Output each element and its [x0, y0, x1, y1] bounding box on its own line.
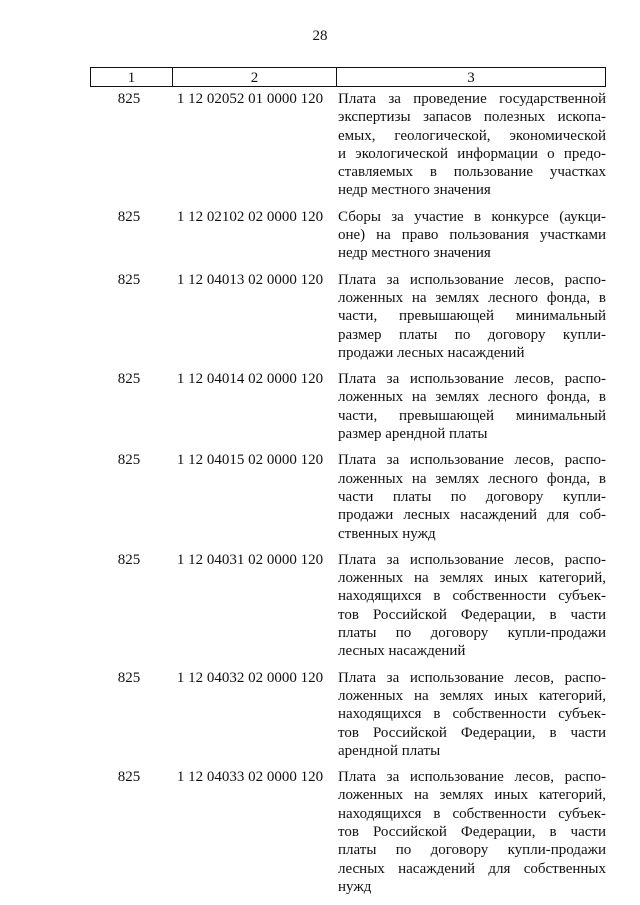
- description-line: находящихся в собственности субъек-: [338, 706, 606, 723]
- admin-code-cell: 825: [117, 91, 141, 107]
- description-line: тов Российской Федерации, в части: [338, 724, 606, 741]
- budget-code-cell: 1 12 04032 02 0000 120: [176, 669, 324, 686]
- description-line: ложенных на землях иных категорий,: [338, 687, 606, 704]
- description-line: оне) на право пользования участками: [338, 227, 606, 244]
- table-row: [90, 90, 606, 200]
- budget-code-cell: 1 12 04014 02 0000 120: [176, 371, 324, 388]
- admin-code-cell: 825: [117, 371, 141, 388]
- description-line: продажи лесных насаждений для соб-: [338, 507, 606, 524]
- budget-code-cell: 1 12 04015 02 0000 120: [176, 452, 324, 469]
- description-line: находящихся в собственности субъек-: [338, 588, 606, 605]
- description-line: продажи лесных насаждений: [338, 344, 525, 361]
- admin-code-cell: 825: [117, 769, 141, 786]
- description-line: нужд: [338, 878, 372, 895]
- description-line: Плата за использование лесов, распо-: [338, 271, 606, 288]
- description-line: ложенных на землях лесного фонда, в: [338, 289, 606, 306]
- budget-code-cell: 1 12 04013 02 0000 120: [176, 271, 324, 288]
- description-line: ложенных на землях лесного фонда, в: [338, 389, 606, 406]
- table-row: [90, 370, 606, 443]
- description-line: Плата за использование лесов, распо-: [338, 769, 606, 786]
- description-line: части, превышающей минимальный: [338, 407, 606, 424]
- description-line: Плата за использование лесов, распо-: [338, 669, 606, 686]
- description-line: и экологической информации о предо-: [338, 145, 606, 162]
- table-row: [90, 551, 606, 661]
- table-row: [90, 208, 606, 263]
- description-cell: [336, 551, 606, 661]
- budget-code-cell: 1 12 02052 01 0000 120: [176, 91, 324, 107]
- description-cell: [336, 271, 606, 362]
- description-cell: [336, 451, 606, 542]
- description-line: Плата за проведение государственной: [338, 91, 606, 107]
- description-line: лесных насаждений для собственных: [338, 860, 606, 877]
- header-col-1: 1: [91, 68, 173, 86]
- description-line: лесных насаждений: [338, 643, 466, 660]
- description-line: части платы по договору купли-: [338, 488, 606, 505]
- description-line: размер арендной платы: [338, 426, 488, 443]
- description-line: тов Российской Федерации, в части: [338, 606, 606, 623]
- budget-code-cell: 1 12 02102 02 0000 120: [176, 208, 324, 225]
- budget-code-cell: 1 12 04033 02 0000 120: [176, 769, 324, 786]
- table-row: [90, 669, 606, 760]
- description-line: ложенных на землях иных категорий,: [338, 787, 606, 804]
- description-cell: [336, 370, 606, 443]
- admin-code-cell: 825: [117, 208, 141, 225]
- description-cell: [336, 768, 606, 896]
- table-row: [90, 451, 606, 542]
- description-line: емых, геологической, экономической: [338, 127, 606, 144]
- admin-code-cell: 825: [117, 452, 141, 469]
- table-row: [90, 768, 606, 896]
- description-line: платы по договору купли-продажи: [338, 625, 606, 642]
- description-line: платы по договору купли-продажи: [338, 842, 606, 859]
- description-cell: [336, 90, 606, 200]
- description-line: размер платы по договору купли-: [338, 326, 606, 343]
- page-number: 28: [312, 28, 328, 44]
- description-line: ложенных на землях лесного фонда, в: [338, 470, 606, 487]
- description-line: ственных нужд: [338, 525, 436, 542]
- description-line: недр местного значения: [338, 245, 491, 262]
- header-col-3: 3: [467, 70, 475, 86]
- table-header: [90, 67, 606, 87]
- description-line: ложенных на землях иных категорий,: [338, 570, 606, 587]
- admin-code-cell: 825: [117, 271, 141, 288]
- description-line: части, превышающей минимальный: [338, 308, 606, 325]
- description-line: арендной платы: [338, 742, 441, 759]
- description-line: Плата за использование лесов, распо-: [338, 452, 606, 469]
- budget-code-cell: 1 12 04031 02 0000 120: [176, 551, 324, 568]
- description-line: экспертизы запасов полезных ископа-: [338, 109, 606, 126]
- description-line: Плата за использование лесов, распо-: [338, 551, 606, 568]
- header-col-2: 2: [173, 68, 337, 86]
- description-line: Сборы за участие в конкурсе (аукци-: [338, 208, 606, 225]
- description-cell: [336, 669, 606, 760]
- description-line: недр местного значения: [338, 182, 491, 199]
- table-body: [90, 90, 606, 896]
- description-line: Плата за использование лесов, распо-: [338, 371, 606, 388]
- admin-code-cell: 825: [117, 669, 141, 686]
- table-row: [90, 271, 606, 362]
- description-cell: [336, 208, 606, 263]
- description-line: ставляемых в пользование участках: [338, 164, 606, 181]
- codes-table: [90, 67, 606, 896]
- admin-code-cell: 825: [117, 551, 141, 568]
- description-line: находящихся в собственности субъек-: [338, 805, 606, 822]
- description-line: тов Российской Федерации, в части: [338, 823, 606, 840]
